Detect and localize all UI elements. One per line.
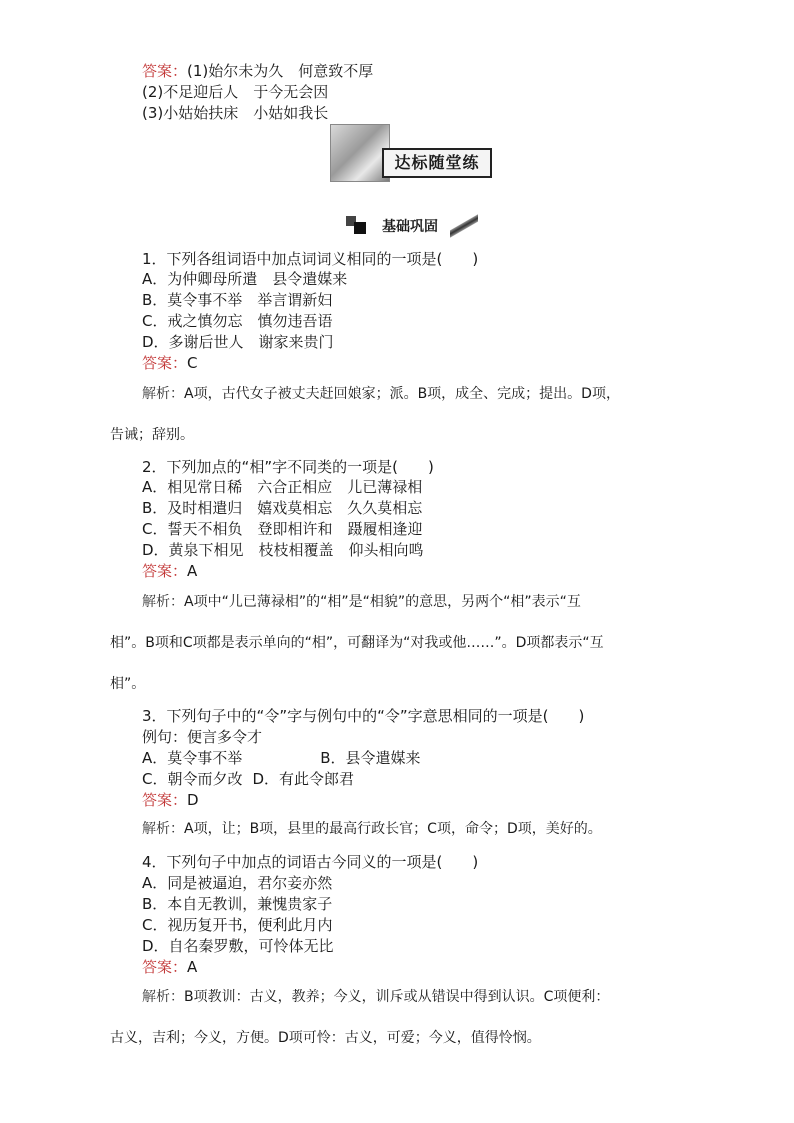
q3-options-cd (142, 769, 354, 789)
q3-option-b: B．县令遣媒来 (320, 749, 421, 767)
q2-stem: 2．下列加点的“相”字不同类的一项是( ) (142, 458, 434, 476)
top-answer-3: (3)小姑始扶床 小姑如我长 (142, 104, 329, 122)
q1-option-b: B．莫令事不举 举言谓新妇 (142, 291, 333, 309)
q3-example: 例句：便言多令才 (142, 728, 263, 746)
top-answer-2: (2)不足迎后人 于今无会因 (142, 83, 329, 101)
answer-label: 答案： (142, 62, 188, 80)
q4-option-c: C．视历复开书，便利此月内 (142, 916, 333, 934)
q1-explanation-cont: 告诫；辞别。 (110, 427, 194, 443)
q1-explanation: 解析：A项，古代女子被丈夫赶回娘家；派。B项，成全、完成；提出。D项， (142, 386, 620, 402)
banner-decoration-icon (330, 124, 390, 182)
q1-option-a: A．为仲卿母所遣 县令遣媒来 (142, 270, 348, 288)
q4-explanation-cont: 古义，吉利；今义，方便。D项可怜：古义，可爱；今义，值得怜悯。 (110, 1030, 541, 1046)
q1-stem: 1．下列各组词语中加点词词义相同的一项是( ) (142, 250, 479, 268)
q2-explanation-cont: 相”。B项和C项都是表示单向的“相”，可翻译为“对我或他……”。D项都表示“互 (110, 635, 604, 651)
q4-option-d: D．自名秦罗敷，可怜体无比 (142, 937, 334, 955)
pen-icon (450, 214, 478, 238)
q1-option-d: D．多谢后世人 谢家来贵门 (142, 333, 334, 351)
square-icon (354, 222, 366, 234)
subsection-banner (346, 212, 476, 240)
q4-answer: 答案：A (142, 958, 198, 976)
top-answer-1: 答案：(1)始尔未为久 何意致不厚 (142, 62, 374, 80)
q2-option-b: B．及时相遣归 嬉戏莫相忘 久久莫相忘 (142, 499, 423, 517)
q2-option-d: D．黄泉下相见 枝枝相覆盖 仰头相向鸣 (142, 541, 424, 559)
subsection-title: 基础巩固 (382, 219, 438, 235)
q3-options-ab (142, 748, 421, 768)
q3-answer: 答案：D (142, 791, 199, 809)
q1-answer: 答案：C (142, 354, 198, 372)
q4-option-a: A．同是被逼迫，君尔妾亦然 (142, 874, 333, 892)
q3-option-d: D．有此令郎君 (252, 770, 355, 788)
q2-explanation: 解析：A项中“儿已薄禄相”的“相”是“相貌”的意思，另两个“相”表示“互 (142, 594, 581, 610)
q2-answer: 答案：A (142, 562, 198, 580)
q3-option-a: A．莫令事不举 (142, 749, 243, 767)
q4-stem: 4．下列句子中加点的词语古今同义的一项是( ) (142, 853, 479, 871)
q3-option-c: C．朝令而夕改 (142, 770, 243, 788)
q3-stem: 3．下列句子中的“令”字与例句中的“令”字意思相同的一项是( ) (142, 707, 585, 725)
q4-option-b: B．本自无教训，兼愧贵家子 (142, 895, 333, 913)
q3-explanation: 解析：A项，让；B项，县里的最高行政长官；C项，命令；D项，美好的。 (142, 821, 602, 837)
section-title: 达标随堂练 (382, 148, 492, 178)
q2-option-c: C．誓天不相负 登即相许和 蹑履相逢迎 (142, 520, 423, 538)
section-banner (330, 124, 494, 182)
q2-option-a: A．相见常日稀 六合正相应 儿已薄禄相 (142, 478, 423, 496)
q4-explanation: 解析：B项教训：古义，教养；今义，训斥或从错误中得到认识。C项便利： (142, 989, 610, 1005)
q1-option-c: C．戒之慎勿忘 慎勿违吾语 (142, 312, 333, 330)
q2-explanation-cont2: 相”。 (110, 676, 146, 692)
